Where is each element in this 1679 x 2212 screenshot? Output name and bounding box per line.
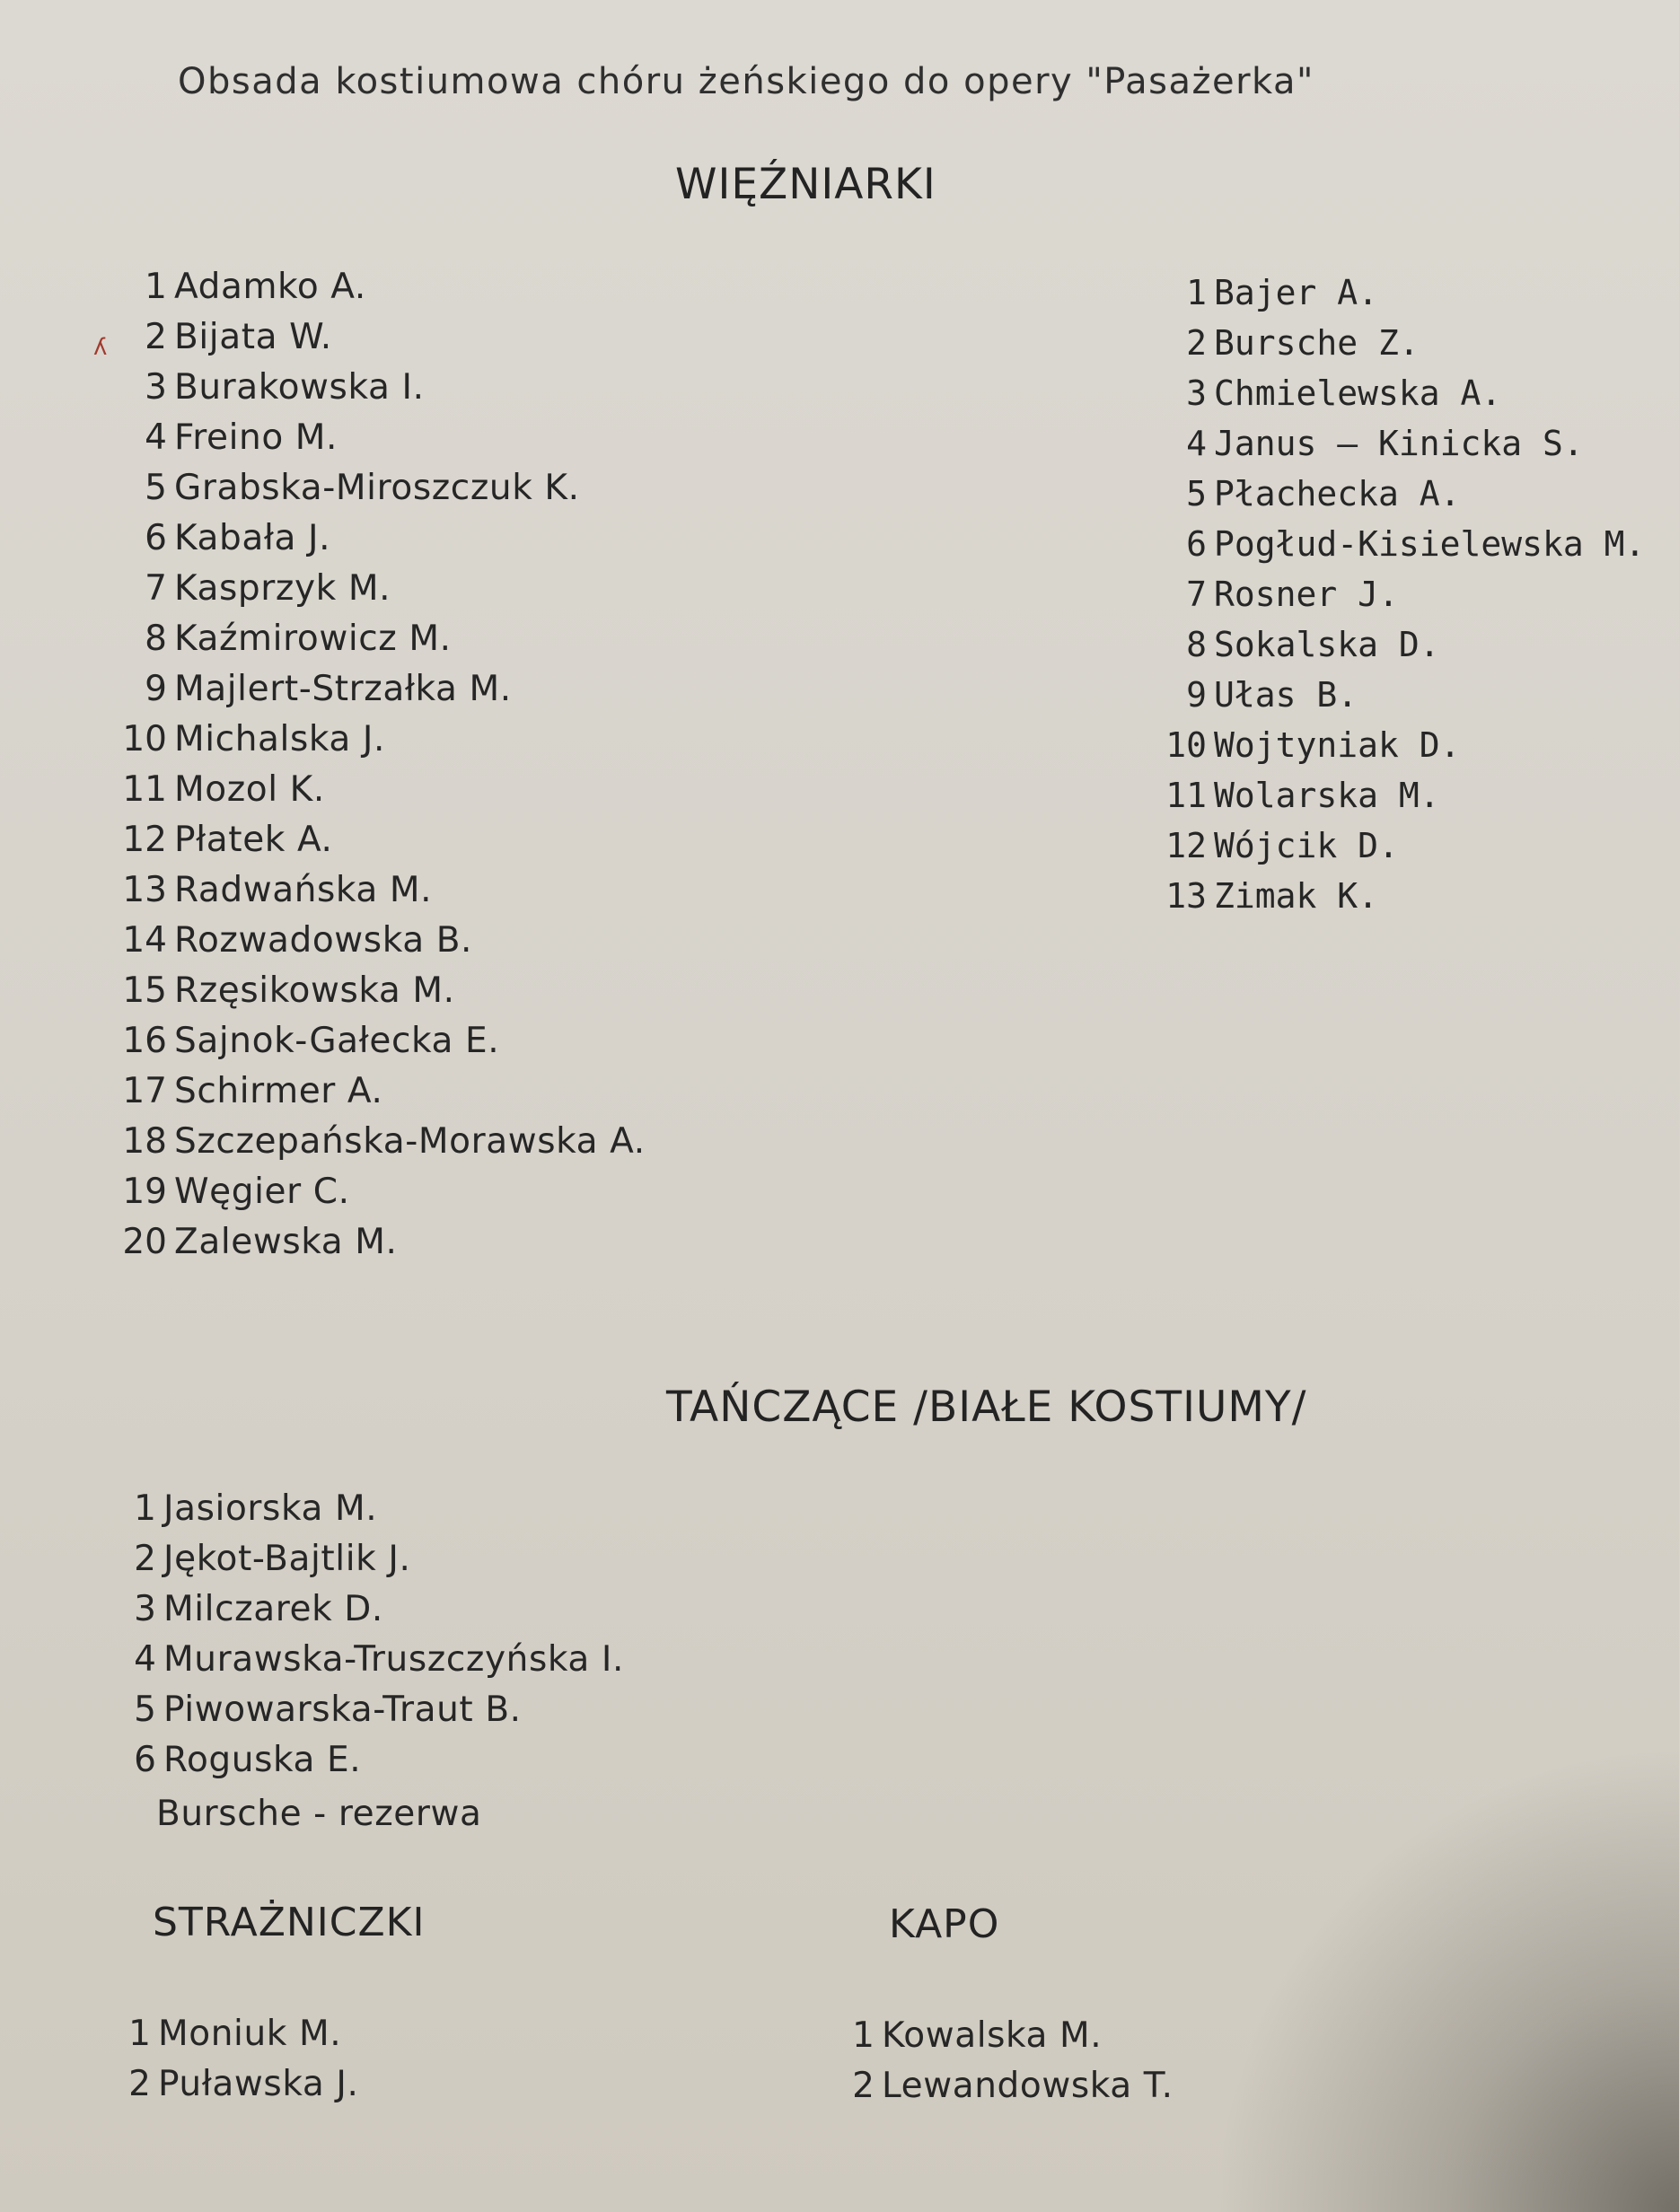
item-name: Jękot-Bajtlik J. — [163, 1539, 411, 1579]
item-name: Schirmer A. — [174, 1071, 383, 1111]
heading-strazniczki: STRAŻNICZKI — [153, 1900, 426, 1945]
item-number: 6 — [134, 1740, 156, 1780]
item-name: Węgier C. — [174, 1172, 350, 1212]
item-number: 1 — [128, 2014, 151, 2054]
item-number: 2 — [1186, 323, 1207, 363]
item-name: Grabska-Miroszczuk K. — [174, 468, 580, 508]
item-number: 3 — [145, 367, 167, 408]
corner-shadow — [1212, 1745, 1679, 2212]
item-number: 10 — [1165, 725, 1207, 765]
item-number: 9 — [1186, 675, 1207, 715]
item-number: 4 — [1186, 424, 1207, 463]
item-name: Kabała J. — [174, 518, 331, 558]
item-number: 11 — [122, 769, 167, 810]
item-name: Pogłud-Kisielewska M. — [1214, 524, 1646, 564]
item-number: 5 — [1186, 474, 1207, 514]
item-name: Płatek A. — [174, 820, 333, 860]
item-name: Puławska J. — [158, 2064, 359, 2104]
item-name: Michalska J. — [174, 719, 385, 759]
item-name: Kowalska M. — [882, 2015, 1103, 2056]
item-name: Murawska-Truszczyńska I. — [163, 1639, 624, 1680]
item-name: Burakowska I. — [174, 367, 425, 408]
pen-mark: ʎ — [93, 334, 108, 361]
item-number: 17 — [122, 1071, 167, 1111]
item-number: 2 — [128, 2064, 151, 2104]
item-name: Chmielewska A. — [1214, 373, 1502, 413]
item-name: Milczarek D. — [163, 1589, 383, 1629]
item-name: Jasiorska M. — [163, 1488, 378, 1529]
item-name: Sokalska D. — [1214, 625, 1440, 664]
item-number: 1 — [134, 1488, 156, 1529]
item-name: Freino M. — [174, 417, 338, 458]
item-number: 12 — [1165, 826, 1207, 865]
item-number: 3 — [134, 1589, 156, 1629]
item-name: Ułas B. — [1214, 675, 1358, 715]
item-number: 2 — [852, 2066, 875, 2106]
item-name: Wojtyniak D. — [1214, 725, 1461, 765]
item-name: Rosner J. — [1214, 575, 1399, 614]
document-title: Obsada kostiumowa chóru żeńskiego do opery "Pasażerka" — [178, 61, 1314, 102]
item-name: Adamko A. — [174, 267, 366, 307]
item-name: Roguska E. — [163, 1740, 362, 1780]
item-number: 20 — [122, 1222, 167, 1262]
item-name: Szczepańska-Morawska A. — [174, 1121, 646, 1162]
item-name: Rozwadowska B. — [174, 920, 473, 961]
item-name: Bursche Z. — [1214, 323, 1420, 363]
item-name: Radwańska M. — [174, 870, 433, 910]
item-number: 16 — [122, 1021, 167, 1061]
heading-tanczace: TAŃCZĄCE /BIAŁE KOSTIUMY/ — [666, 1382, 1307, 1432]
item-name: Płachecka A. — [1214, 474, 1461, 514]
item-number: 4 — [134, 1639, 156, 1680]
heading-kapo: KAPO — [889, 1901, 1000, 1947]
item-number: 9 — [145, 669, 167, 709]
item-name: Janus – Kinicka S. — [1214, 424, 1584, 463]
item-name: Bajer A. — [1214, 273, 1379, 312]
reserve-note: Bursche - rezerwa — [156, 1794, 482, 1834]
item-number: 12 — [122, 820, 167, 860]
item-name: Bijata W. — [174, 317, 332, 357]
item-number: 2 — [145, 317, 167, 357]
item-name: Rzęsikowska M. — [174, 970, 455, 1011]
item-name: Zalewska M. — [174, 1222, 398, 1262]
item-number: 18 — [122, 1121, 167, 1162]
item-number: 8 — [1186, 625, 1207, 664]
item-number: 8 — [145, 619, 167, 659]
item-number: 3 — [1186, 373, 1207, 413]
item-number: 6 — [145, 518, 167, 558]
item-name: Kasprzyk M. — [174, 568, 391, 609]
item-number: 15 — [122, 970, 167, 1011]
item-number: 11 — [1165, 776, 1207, 815]
item-number: 7 — [1186, 575, 1207, 614]
item-number: 1 — [145, 267, 167, 307]
item-number: 7 — [145, 568, 167, 609]
item-name: Wójcik D. — [1214, 826, 1399, 865]
item-number: 5 — [134, 1690, 156, 1730]
item-number: 19 — [122, 1172, 167, 1212]
item-number: 5 — [145, 468, 167, 508]
heading-wiezniarki: WIĘŹNIARKI — [675, 160, 936, 209]
item-number: 14 — [122, 920, 167, 961]
item-name: Mozol K. — [174, 769, 325, 810]
item-number: 2 — [134, 1539, 156, 1579]
item-name: Moniuk M. — [158, 2014, 342, 2054]
item-name: Sajnok-Gałecka E. — [174, 1021, 500, 1061]
item-name: Lewandowska T. — [882, 2066, 1174, 2106]
item-name: Piwowarska-Traut B. — [163, 1690, 522, 1730]
item-name: Zimak K. — [1214, 876, 1379, 916]
item-number: 1 — [1186, 273, 1207, 312]
item-number: 1 — [852, 2015, 875, 2056]
item-number: 13 — [122, 870, 167, 910]
item-number: 6 — [1186, 524, 1207, 564]
item-number: 10 — [122, 719, 167, 759]
item-number: 4 — [145, 417, 167, 458]
item-name: Majlert-Strzałka M. — [174, 669, 512, 709]
item-name: Kaźmirowicz M. — [174, 619, 452, 659]
item-number: 13 — [1165, 876, 1207, 916]
item-name: Wolarska M. — [1214, 776, 1440, 815]
